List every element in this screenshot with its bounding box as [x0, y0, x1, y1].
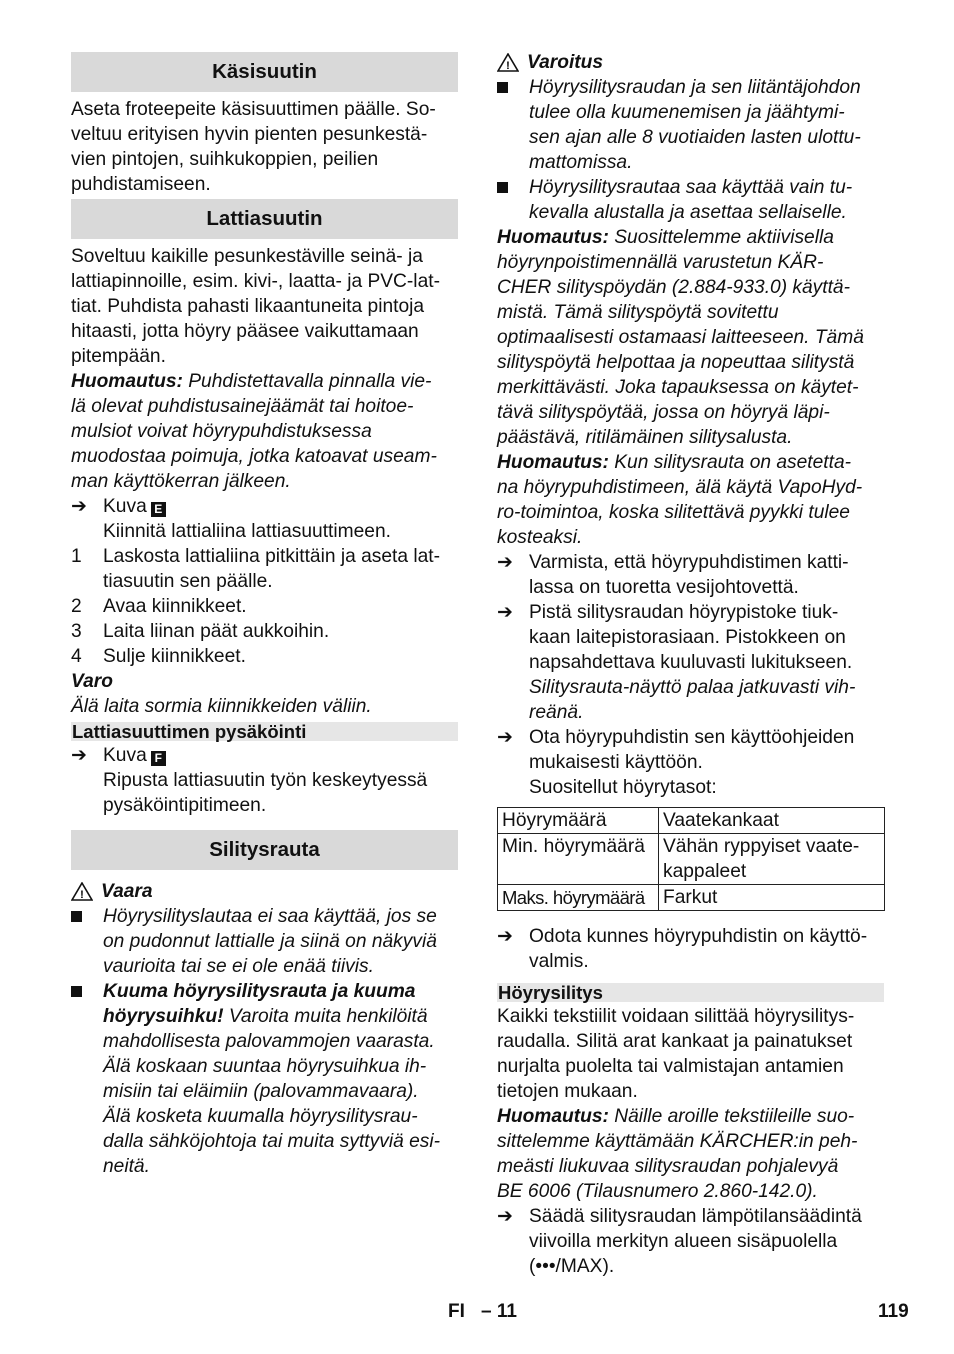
- warning-triangle-icon: [497, 53, 519, 72]
- step-number: 2: [71, 596, 82, 617]
- instruction-line: Silitysrauta-näyttö palaa jatkuvasti vih-: [529, 677, 856, 698]
- warning-bullet-1: [497, 75, 884, 175]
- note-first-line: [497, 450, 884, 475]
- warning-bullet-2: [497, 175, 884, 225]
- warning-label: Vaara: [101, 881, 153, 902]
- figure-f-text: [71, 768, 458, 818]
- step-1-body: [103, 544, 440, 594]
- step-line: Laita liinan päät aukkoihin.: [103, 621, 330, 642]
- bullet-line: on pudonnut lattialle ja siinä on näkyviä: [103, 931, 437, 952]
- footer-lang: FI: [448, 1301, 465, 1322]
- figure-f-row-body: [103, 743, 166, 768]
- footer-page-number: 119: [878, 1301, 909, 1322]
- instruction-3: [497, 725, 884, 800]
- warning-label: Varoitus: [527, 52, 604, 73]
- warning-bullet-2-body: [529, 175, 852, 225]
- note-line: meästi liukuvaa silitysraudan pohjalevyä: [497, 1156, 839, 1177]
- table-header-row: [498, 808, 885, 834]
- figure-e-row-body: [103, 494, 166, 519]
- table-cell: [659, 834, 885, 885]
- instruction-2-body: [529, 600, 855, 725]
- note-label: Huomautus:: [497, 452, 609, 473]
- right-column: [497, 50, 884, 1279]
- note-line: mistä. Tämä silityspöytä sovitettu: [497, 302, 779, 323]
- figure-label: Kuva: [103, 745, 147, 766]
- steam-level-table: [497, 807, 885, 911]
- note-first-line: [71, 369, 458, 394]
- instruction-line: valmis.: [529, 951, 589, 972]
- danger-bullet-1-body: [103, 904, 437, 979]
- note-text: Puhdistettavalla pinnalla vie-: [182, 371, 432, 392]
- step-number: 1: [71, 546, 82, 567]
- svg-text:!: !: [80, 889, 84, 901]
- bullet-line: Höyrysilityslautaa ei saa käyttää, jos se: [103, 906, 437, 927]
- table-header-cell: Höyrymäärä: [498, 808, 659, 834]
- figure-reference: [103, 494, 166, 519]
- note-line: BE 6006 (Tilausnumero 2.860-142.0).: [497, 1181, 818, 1202]
- note-line: tävä silityspöytää, jossa on höyryä läpi-: [497, 402, 830, 423]
- instruction-line: napsahdettava kuuluvasti lukitukseen.: [529, 652, 853, 673]
- instruction-line: Odota kunnes höyrypuhdistin on käyttö-: [529, 926, 868, 947]
- bullet-line: misiin tai eläimiin (palovammavaara).: [103, 1081, 419, 1102]
- figure-box: E: [151, 502, 166, 517]
- instruction-line: Säädä silitysraudan lämpötilansäädintä: [529, 1206, 862, 1227]
- figure-reference: [103, 743, 166, 768]
- figure-label: Kuva: [103, 496, 147, 517]
- step-4: [71, 644, 458, 669]
- arrow-right-icon: ➔: [497, 1206, 514, 1227]
- bullet-line: Höyrysilitysraudan ja sen liitäntäjohdon: [529, 77, 861, 98]
- note-text: Suosittelemme aktiivisella: [608, 227, 834, 248]
- bullet-line: vaurioita tai se ei ole enää tiivis.: [103, 956, 374, 977]
- instruction-3-body: [529, 725, 854, 800]
- note-label: Huomautus:: [71, 371, 183, 392]
- table-row: [498, 885, 885, 911]
- bullet-line: Älä kosketa kuumalla höyrysilitysrau-: [103, 1106, 418, 1127]
- instruction-1-body: [529, 550, 849, 600]
- danger-bullet-2-body: [103, 979, 440, 1179]
- heading-kasisuutin: Käsisuutin: [71, 52, 458, 92]
- paragraph-line: Soveltuu kaikille pesunkestäville seinä- ja: [71, 246, 423, 267]
- instruction-4: [497, 924, 884, 974]
- step-1: [71, 544, 458, 594]
- step-3-body: [103, 619, 329, 644]
- note-text: Kun silitysrauta on asetetta-: [608, 452, 852, 473]
- paragraph-line: tietojen mukaan.: [497, 1081, 638, 1102]
- step-line: Sulje kiinnikkeet.: [103, 646, 246, 667]
- table-header-cell: Vaatekankaat: [659, 808, 885, 834]
- paragraph-line: Kaikki tekstiilit voidaan silittää höyrysilitys-: [497, 1006, 855, 1027]
- instruction-line: lassa on tuoretta vesijohtovettä.: [529, 577, 799, 598]
- note-label: Huomautus:: [497, 1106, 609, 1127]
- paragraph-line: vien pintojen, suihkukoppien, peilien: [71, 149, 379, 170]
- paragraph-line: nurjalta puolelta tai valmistajan antamien: [497, 1056, 844, 1077]
- table-cell: [659, 885, 885, 911]
- note-line: muodostaa poimuja, jotka katoavat useam-: [71, 446, 437, 467]
- note-line: na höyrypuhdistimeen, älä käytä VapoHyd-: [497, 477, 863, 498]
- instruction-line: Ota höyrypuhdistin sen käyttöohjeiden: [529, 727, 855, 748]
- paragraph-line: pysäköintipitimeen.: [103, 795, 267, 816]
- note-first-line: [497, 1104, 884, 1129]
- bullet-line: mahdollisesta palovammojen vaarasta.: [103, 1031, 435, 1052]
- figure-f-row: [71, 743, 458, 768]
- warning-triangle-icon: [71, 882, 93, 901]
- step-number: 3: [71, 621, 82, 642]
- arrow-right-icon: ➔: [497, 727, 514, 748]
- paragraph-line: veltuu erityisen hyvin pienten pesunkestä-: [71, 124, 428, 145]
- figure-e-text: Kiinnitä lattialiina lattiasuuttimeen.: [103, 521, 391, 542]
- note-line: lä olevat puhdistusainejäämät tai hoitoe-: [71, 396, 414, 417]
- note-line: optimaalisesti ostamaasi laitteeseen. Tämä: [497, 327, 864, 348]
- note-line: sittelemme käyttämään KÄRCHER:in peh-: [497, 1131, 858, 1152]
- instruction-line: mukaisesti käyttöön.: [529, 752, 703, 773]
- table-row: [498, 834, 885, 885]
- bullet-line: kevalla alustalla ja asettaa sellaiselle.: [529, 202, 847, 223]
- table-cell: Min. höyrymäärä: [498, 834, 659, 885]
- bullet-square-icon: [497, 175, 529, 225]
- bullet-mixed-line: [103, 1004, 440, 1029]
- heading-lattiasuutin: Lattiasuutin: [71, 199, 458, 239]
- paragraph-line: pitempään.: [71, 346, 166, 367]
- instruction-2: [497, 600, 884, 725]
- heading-silitysrauta: Silitysrauta: [71, 830, 458, 870]
- step-line: tiasuutin sen päälle.: [103, 571, 273, 592]
- bullet-text: Varoita muita henkilöitä: [223, 1006, 428, 1027]
- instruction-line: Varmista, että höyrypuhdistimen katti-: [529, 552, 849, 573]
- note-line: ro-toimintoa, koska silitettävä pyykki tulee: [497, 502, 850, 523]
- caution-text: Älä laita sormia kiinnikkeiden väliin.: [71, 696, 372, 717]
- instruction-5: [497, 1204, 884, 1279]
- figure-e-row: [71, 494, 458, 519]
- note-line: kosteaksi.: [497, 527, 583, 548]
- paragraph-line: lattiapinnoille, esim. kivi-, laatta- ja PVC-lat-: [71, 271, 440, 292]
- bullet-square-icon: [71, 979, 103, 1179]
- step-2: [71, 594, 458, 619]
- bullet-line: mattomissa.: [529, 152, 633, 173]
- instruction-5-body: [529, 1204, 862, 1279]
- instruction-line: (•••/MAX).: [529, 1256, 615, 1277]
- bullet-line: dalla sähköjohtoja tai muita syttyviä esi-: [103, 1131, 441, 1152]
- bullet-square-icon: [497, 75, 529, 175]
- warning-heading: [497, 50, 884, 75]
- danger-bullet-1: [71, 904, 458, 979]
- instruction-1: [497, 550, 884, 600]
- step-2-body: [103, 594, 247, 619]
- note-line: mulsiot voivat höyrypuhdistuksessa: [71, 421, 372, 442]
- bullet-bold-text: höyrysuihku!: [103, 1006, 224, 1027]
- table-cell-line: kappaleet: [663, 861, 747, 882]
- step-number: 4: [71, 646, 82, 667]
- note-line: päästävä, ritilämäinen silitysalusta.: [497, 427, 793, 448]
- paragraph-line: Aseta froteepeite käsisuuttimen päälle. So-: [71, 99, 436, 120]
- paragraph-line: Ripusta lattiasuutin työn keskeytyessä: [103, 770, 428, 791]
- instruction-4-body: [529, 924, 867, 974]
- arrow-right-icon: ➔: [497, 926, 514, 947]
- table-cell: Maks. höyrymäärä: [498, 885, 659, 911]
- note-first-line: [497, 225, 884, 250]
- arrow-right-icon: ➔: [71, 745, 88, 766]
- note-line: merkittävästi. Joka tapauksessa on käytet-: [497, 377, 859, 398]
- subheading-pysakointi: Lattiasuuttimen pysäköinti: [71, 722, 458, 741]
- warning-bullet-1-body: [529, 75, 861, 175]
- note-line: man käyttökerran jälkeen.: [71, 471, 291, 492]
- figure-box: F: [151, 751, 166, 766]
- left-column: [71, 50, 458, 1179]
- note-text: Näille aroille tekstiileille suo-: [608, 1106, 855, 1127]
- step-line: Avaa kiinnikkeet.: [103, 596, 247, 617]
- note-line: silityspöytä helpottaa ja nopeuttaa silitystä: [497, 352, 855, 373]
- paragraph-line: raudalla. Silitä arat kankaat ja painatukset: [497, 1031, 853, 1052]
- bullet-line: neitä.: [103, 1156, 150, 1177]
- instruction-line: Suositellut höyrytasot:: [529, 777, 717, 798]
- subheading-hoyrysilitys: Höyrysilitys: [497, 983, 884, 1002]
- caution-label: Varo: [71, 671, 113, 692]
- bullet-bold-line: Kuuma höyrysilitysrauta ja kuuma: [103, 981, 416, 1002]
- step-4-body: [103, 644, 246, 669]
- bullet-line: tulee olla kuumenemisen ja jäähtymi-: [529, 102, 845, 123]
- note-line: CHER silityspöydän (2.884-933.0) käyttä-: [497, 277, 850, 298]
- note-line: höyrynpoistimennällä varustetun KÄR-: [497, 252, 824, 273]
- arrow-right-icon: ➔: [497, 552, 514, 573]
- step-line: Laskosta lattialiina pitkittäin ja aseta lat-: [103, 546, 441, 567]
- bullet-square-icon: [71, 904, 103, 979]
- paragraph-line: hitaasti, jotta höyry pääsee vaikuttamaan: [71, 321, 419, 342]
- bullet-line: Höyrysilitysrautaa saa käyttää vain tu-: [529, 177, 853, 198]
- danger-bullet-2: [71, 979, 458, 1179]
- danger-heading: [71, 879, 458, 904]
- arrow-right-icon: ➔: [71, 496, 88, 517]
- paragraph-line: puhdistamiseen.: [71, 174, 211, 195]
- instruction-line: kaan laitepistorasiaan. Pistokkeen on: [529, 627, 846, 648]
- bullet-line: Älä koskaan suuntaa höyrysuihkua ih-: [103, 1056, 427, 1077]
- arrow-right-icon: ➔: [497, 602, 514, 623]
- paragraph-line: tiat. Puhdista pahasti likaantuneita pintoja: [71, 296, 425, 317]
- svg-text:!: !: [506, 60, 510, 72]
- step-3: [71, 619, 458, 644]
- bullet-line: sen ajan alle 8 vuotiaiden lasten ulottu-: [529, 127, 861, 148]
- footer-page-ref: – 11: [481, 1301, 517, 1322]
- table-cell-line: Farkut: [663, 887, 718, 908]
- instruction-line: reänä.: [529, 702, 584, 723]
- instruction-line: Pistä silitysraudan höyrypistoke tiuk-: [529, 602, 839, 623]
- note-label: Huomautus:: [497, 227, 609, 248]
- instruction-line: viivoilla merkityn alueen sisäpuolella: [529, 1231, 838, 1252]
- table-cell-line: Vähän ryppyiset vaate-: [663, 836, 860, 857]
